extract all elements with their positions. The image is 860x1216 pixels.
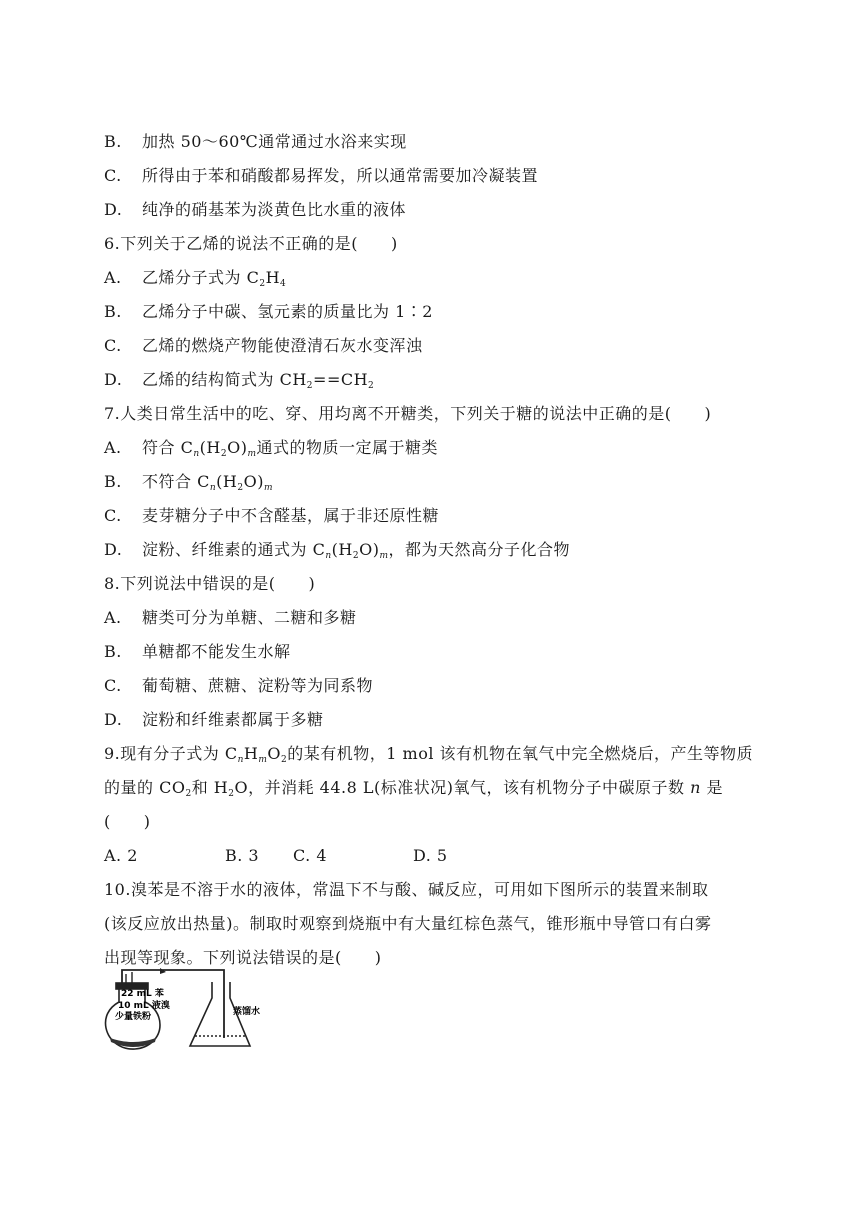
q7-option-d: D. 淀粉、纤维素的通式为 $C_n(H_2O)_m$，都为天然高分子化合物: [104, 540, 570, 561]
q6-option-d: D. 乙烯的结构简式为 $CH_2==CH_2$: [104, 370, 375, 391]
q5-option-b: B. 加热 50～60℃通常通过水浴来实现: [104, 132, 407, 151]
q6-option-b: B. 乙烯分子中碳、氢元素的质量比为 1∶2: [104, 302, 433, 321]
clamp-icon: [160, 968, 166, 974]
flask-liquid: [110, 1038, 156, 1047]
apparatus-diagram: [100, 968, 280, 1054]
q5-option-c: C. 所得由于苯和硝酸都易挥发，所以通常需要加冷凝装置: [104, 166, 539, 185]
q8-option-d: D. 淀粉和纤维素都属于多糖: [104, 710, 324, 729]
figure-label-bromine: 10 mL 液溴: [118, 1001, 170, 1011]
q8-option-c: C. 葡萄糖、蔗糖、淀粉等为同系物: [104, 676, 374, 695]
q10-stem-line1: 10.溴苯是不溶于水的液体，常温下不与酸、碱反应，可用如下图所示的装置来制取: [104, 880, 709, 899]
q6-option-c: C. 乙烯的燃烧产物能使澄清石灰水变浑浊: [104, 336, 423, 355]
q6-option-a: A. 乙烯分子式为 $C_2H_4$: [104, 268, 287, 289]
q10-stem-line3: 出现等现象。下列说法错误的是( ): [104, 948, 382, 967]
q10-stem-line2: (该反应放出热量)。制取时观察到烧瓶中有大量红棕色蒸气，锥形瓶中导管口有白雾: [104, 914, 712, 933]
q7-stem: 7.人类日常生活中的吃、穿、用均离不开糖类，下列关于糖的说法中正确的是( ): [104, 404, 712, 423]
apparatus-figure: [100, 968, 280, 1054]
figure-label-iron: 少量铁粉: [115, 1012, 152, 1022]
q8-stem: 8.下列说法中错误的是( ): [104, 574, 316, 593]
q9-options: A. 2 B. 3 C. 4 D. 5: [104, 846, 448, 865]
figure-label-water: 蒸馏水: [233, 1007, 261, 1017]
q5-option-d: D. 纯净的硝基苯为淡黄色比水重的液体: [104, 200, 407, 219]
q8-option-b: B. 单糖都不能发生水解: [104, 642, 291, 661]
q7-option-c: C. 麦芽糖分子中不含醛基，属于非还原性糖: [104, 506, 440, 525]
q9-stem-line3: ( ): [104, 812, 151, 831]
q7-option-a: A. 符合 $C_n(H_2O)_m$通式的物质一定属于糖类: [104, 438, 438, 459]
q9-stem-line1: 9.现有分子式为 $C_nH_mO_2$的某有机物，1 mol 该有机物在氧气中完全燃烧后，产生等物质: [104, 744, 754, 765]
q8-option-a: A. 糖类可分为单糖、二糖和多糖: [104, 608, 357, 627]
q7-option-b: B. 不符合 $C_n(H_2O)_m$: [104, 472, 273, 493]
dropping-funnel-icon: [126, 972, 132, 983]
figure-label-benzene: 22 mL 苯: [121, 989, 164, 999]
q9-stem-line2: 的量的 $CO_2$和 $H_2O$，并消耗 44.8 L(标准状况)氧气，该有机物分子中碳原子数 n 是: [104, 778, 724, 799]
q6-stem: 6.下列关于乙烯的说法不正确的是( ): [104, 234, 398, 253]
